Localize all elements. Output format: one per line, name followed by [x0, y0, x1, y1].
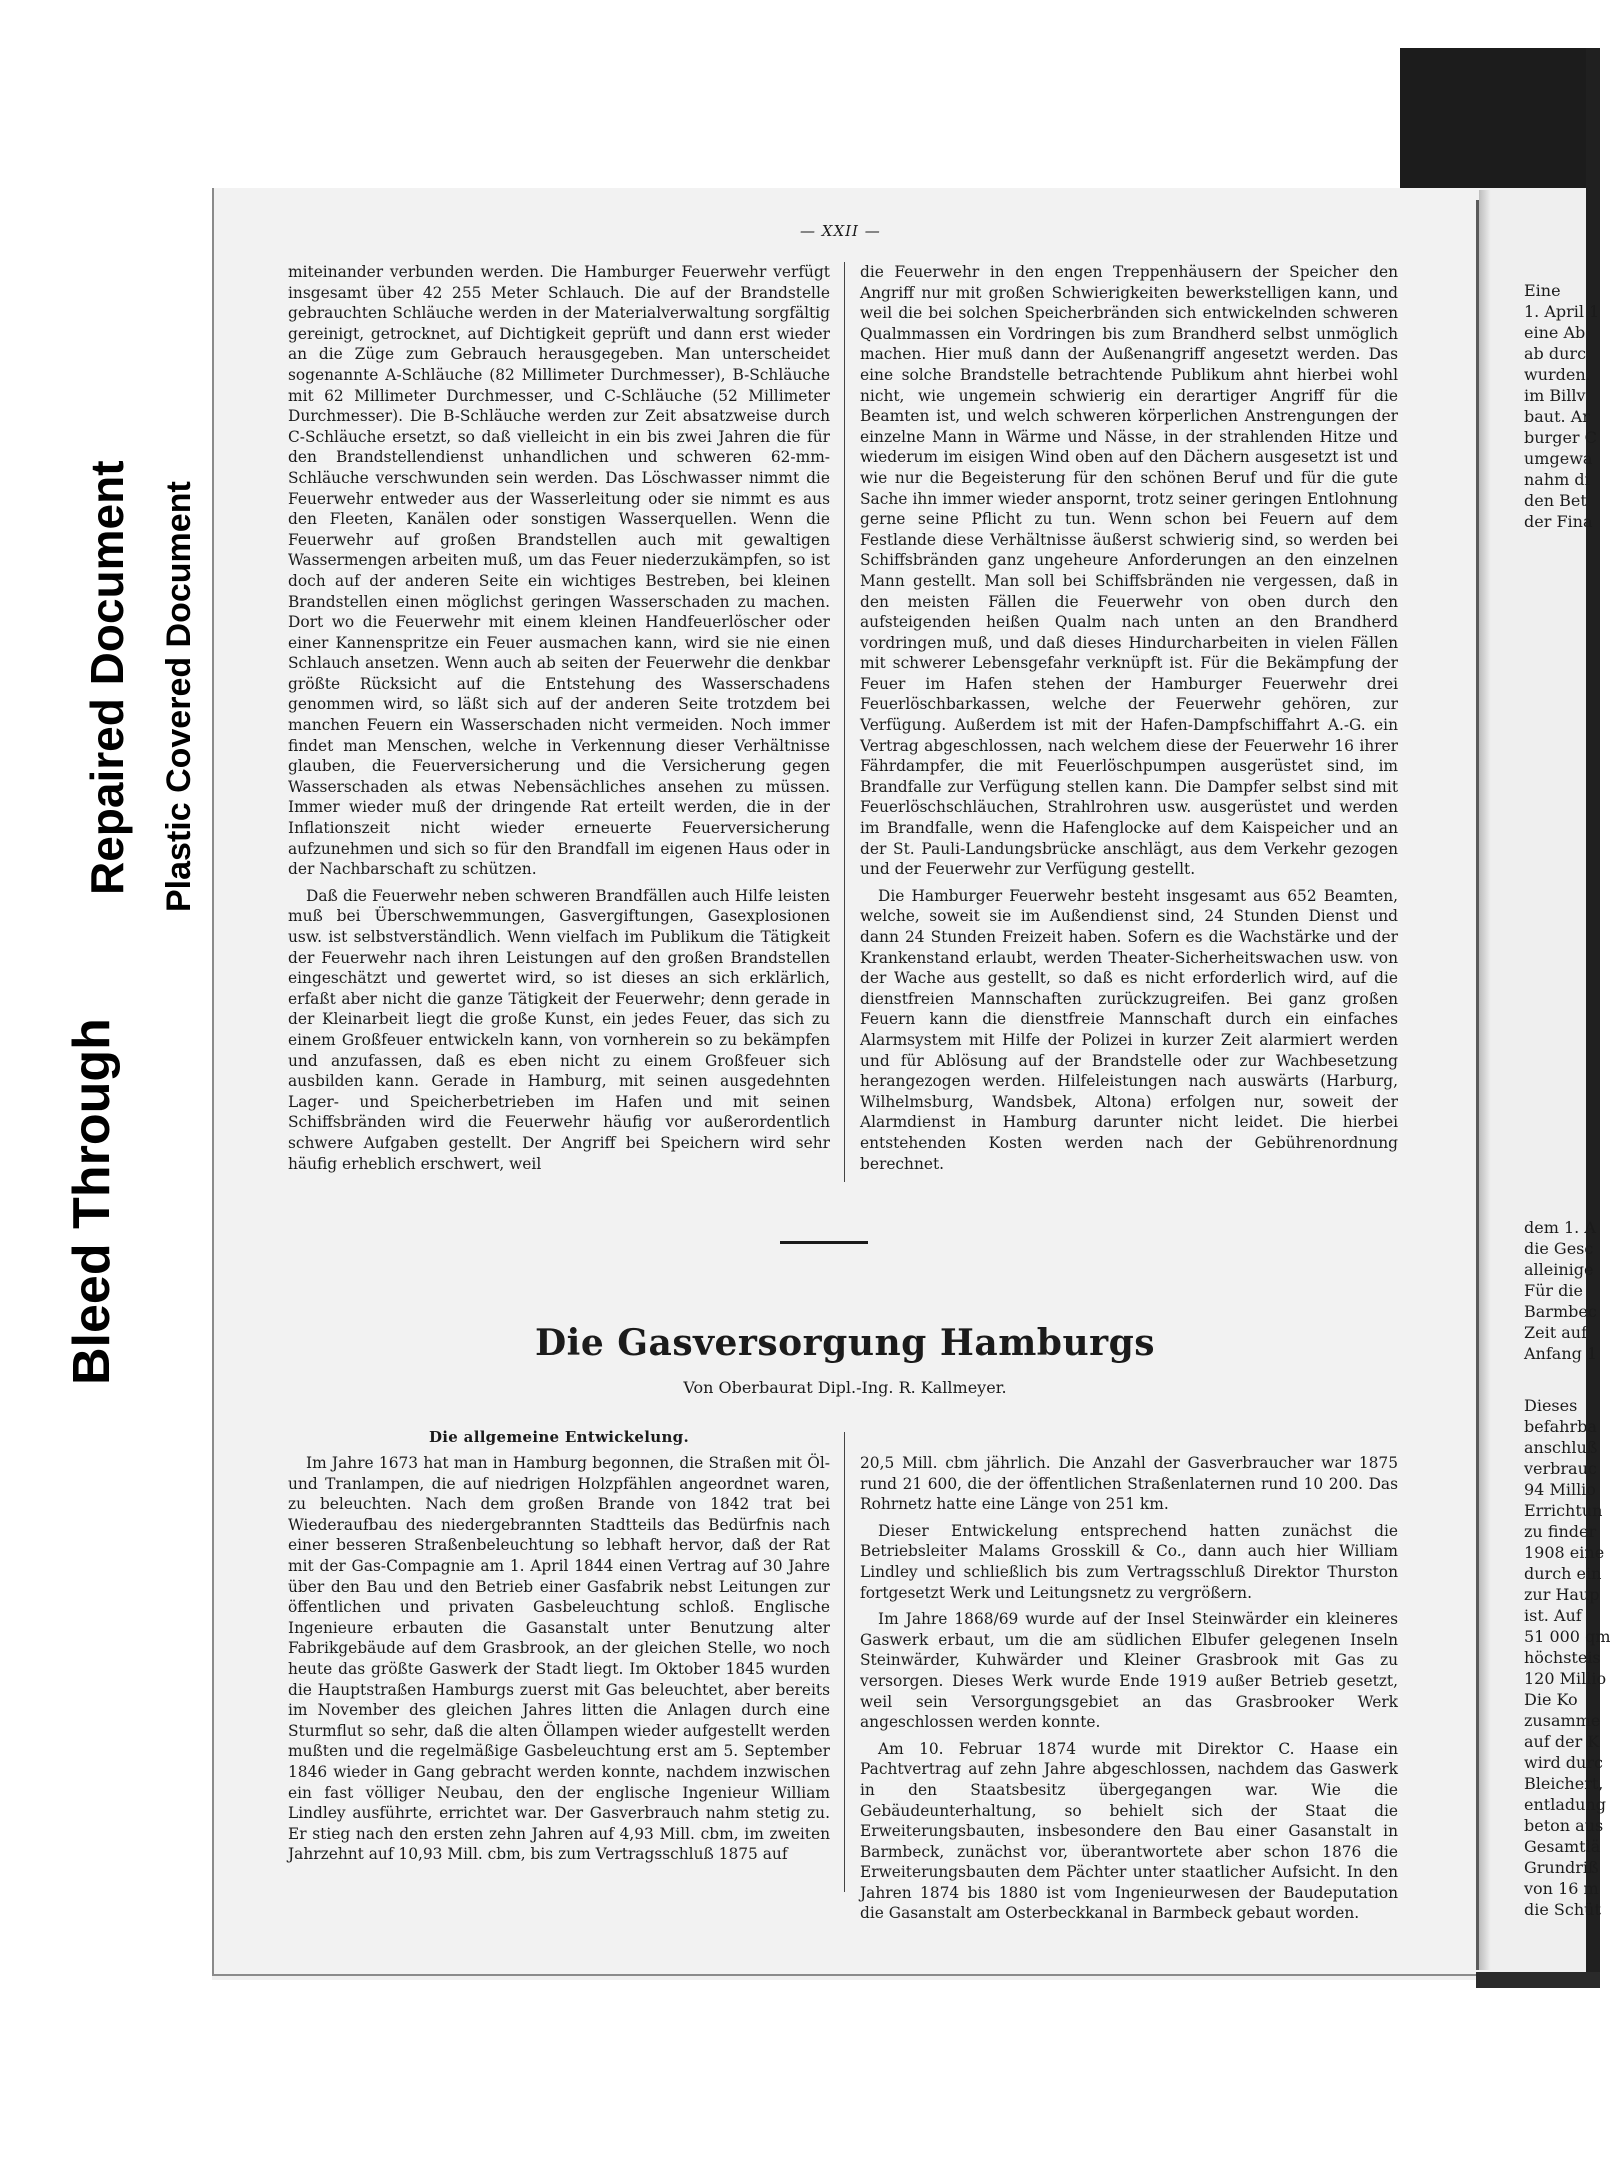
neighbor-text-line: die Schüt [1524, 1900, 1601, 1919]
article-separator [780, 1241, 868, 1244]
paragraph: Daß die Feuerwehr neben schweren Brandfällen auch Hilfe leisten muß bei Überschwemmungen, Gasvergiftungen, Gasexplosionen usw. ist selbstverständlich. Wenn vielfach im Publikum die Tätigkeit der Feuerwehr nach ihren Leistungen auf den großen Brandstellen eingeschätzt und gewertet wird, so ist dieses an sich erklärlich, erfaßt aber nicht die ganze Tätigkeit der Feuerwehr; denn gerade in der Kleinarbeit liegt die große Kunst, ein jedes Feuer, das sich zu einem Großfeuer entwickeln kann, von vornherein so zu bekämpfen und anzufassen, daß es eben nicht zu einem Großfeuer sich ausbilden kann. Gerade in Hamburg, mit seinen ausgedehnten Lager- und Speicherbetrieben im Hafen und mit seinen Schiffsbränden wird die Feuerwehr häufig vor außerordentlich schwere Aufgaben gestellt. Der Angriff bei Speichern wird sehr häufig erheblich erschwert, weil [288, 886, 830, 1173]
neighbor-text-line: Anfang 1 [1524, 1344, 1598, 1363]
neighbor-text-line: baut. Ar [1524, 407, 1590, 426]
neighbor-text-line: Zeit auf [1524, 1323, 1587, 1342]
neighbor-text-line: befahrba [1524, 1417, 1597, 1436]
neighbor-text-line: auf der K [1524, 1732, 1600, 1751]
neighbor-text-line: zu finder [1524, 1522, 1597, 1541]
article-title: Die Gasversorgung Hamburgs [534, 1322, 1156, 1364]
neighbor-text-line: entladung [1524, 1795, 1606, 1814]
neighbor-text-line: wurden. [1524, 365, 1591, 384]
article-byline: Von Oberbaurat Dipl.-Ing. R. Kallmeyer. [683, 1378, 1007, 1397]
neighbor-text-line: dem 1. A [1524, 1218, 1596, 1237]
neighbor-text-line: Gesamtlä [1524, 1837, 1601, 1856]
top-right-column [860, 262, 1398, 1174]
scan-border-top [1400, 48, 1600, 200]
paragraph: miteinander verbunden werden. Die Hamburger Feuerwehr verfügt insgesamt über 42 255 Meter Schlauch. Die auf der Brandstelle gebrauchten Schläuche werden in der Materialverwaltung sorgfältig gereinigt, getrocknet, auf Dichtigkeit geprüft und dann erst wieder an die Züge zum Gebrauch herausgegeben. Man unterscheidet sogenannte A-Schläuche (82 Millimeter Durchmesser), B-Schläuche mit 62 Millimeter Durchmesser, und C-Schläuche (52 Millimeter Durchmesser). Die B-Schläuche werden zur Zeit absatzweise durch C-Schläuche ersetzt, so daß vielleicht in ein bis zwei Jahren die für den Brandstellendienst unhandlichen und schweren 62-mm-Schläuche verschwunden sein werden. Das Löschwasser nimmt die Feuerwehr entweder aus der Wasserleitung oder sie nimmt es aus den Fleeten, Kanälen oder sonstigen Wasserquellen. Wenn die Feuerwehr auf großen Brandstellen auch mit gewaltigen Wassermengen arbeiten muß, um das Feuer niederzukämpfen, so ist doch auf der anderen Seite ein wichtiges Bestreben, bei kleinen Brandstellen einen möglichst geringen Wasserschaden zu machen. Dort wo die Feuerwehr mit einem kleinen Handfeuerlöscher oder einer Kannenspritze ein Feuer ausmachen kann, wird sie nie einen Schlauch ansetzen. Wenn auch ab seiten der Feuerwehr die denkbar größte Rücksicht auf die Entstehung des Wasserschadens genommen wird, so läßt sich auf der anderen Seite trotzdem bei manchen Feuern ein Wasserschaden nicht vermeiden. Noch immer findet man Menschen, welche in Verkennung dieser Verhältnisse glauben, die Feuerversicherung und die Versicherung gegen Wasserschaden als etwas Nebensächliches ansehen zu müssen. Immer wieder muß der dringende Rat erteilt werden, die in der Inflationszeit nicht wieder erneuerte Feuerversicherung aufzunehmen und sich so für den Brandfall im eigenen Haus oder in der Nachbarschaft zu schützen. [288, 263, 830, 879]
neighbor-text-line: den Bet [1524, 491, 1587, 510]
neighbor-text-line: zur Haup [1524, 1585, 1600, 1604]
neighbor-text-line: im Billv [1524, 386, 1586, 405]
neighbor-text-line: der Fina [1524, 512, 1593, 531]
neighbor-text-line: 51 000 qm [1524, 1627, 1610, 1646]
neighbor-text-line: Grundriß [1524, 1858, 1599, 1877]
paragraph: 20,5 Mill. cbm jährlich. Die Anzahl der Gasverbraucher war 1875 rund 21 600, die der öffentlichen Straßenlaternen rund 10 200. Das Rohrnetz hatte eine Länge von 251 km. [860, 1454, 1398, 1514]
neighbor-text-line: nahm di [1524, 470, 1590, 489]
scan-border-bottom [1476, 1972, 1600, 1988]
neighbor-page-fragment-1 [1524, 280, 1604, 532]
page-number: — XXII — [800, 222, 881, 240]
paragraph: Dieser Entwickelung entsprechend hatten zunächst die Betriebsleiter Malams Grosskill & Co., dann auch hier William Lindley und schließlich bis zum Vertragsschluß Direktor Thurston fortgesetzt Werk und Leitungsnetz zu vergrößern. [860, 1521, 1398, 1602]
neighbor-page-fragment-3 [1524, 1395, 1610, 1920]
neighbor-text-line: 120 Millio [1524, 1669, 1607, 1688]
neighbor-text-line: 1. April 1 [1524, 302, 1600, 321]
section-heading: Die allgemeine Entwickelung. [429, 1428, 689, 1446]
neighbor-text-line: Die Ko [1524, 1690, 1578, 1709]
paragraph: die Feuerwehr in den engen Treppenhäusern der Speicher den Angriff nur mit großen Schwierigkeiten bewerkstelligen kann, und weil die bei solchen Speicherbränden sich entwickelnden schweren Qualmmassen ein Vordringen bis zum Brandherd selbst unmöglich machen. Hier muß dann der Außenangriff angesetzt werden. Das eine solche Brandstelle betrachtende Publikum ahnt hierbei wohl nicht, wie ungemein schwierig ein derartiger Angriff für die Beamten ist, und welch schweren körperlichen Anstrengungen der einzelne Mann in Wärme und Nässe, in der strahlenden Hitze und wiederum im eisigen Wind oben auf den Dächern ausgesetzt ist und wie nur die Begeisterung für den schönen Beruf und für die gute Sache ihn immer wieder anspornt, trotz seiner geringen Entlohnung gerne seine Pflicht zu tun. Wenn schon bei Feuern auf dem Festlande diese Verhältnisse äußerst schwierig sind, so werden bei Schiffsbränden ganz ungeheure Anforderungen an den einzelnen Mann gestellt. Man soll bei Schiffsbränden nie vergessen, daß in den meisten Fällen die Feuerwehr von oben durch den aufsteigenden heißen Qualm nach unten an den Brandherd vordringen muß, und daß dieses Hindurcharbeiten in vielen Fällen mit schwerer Lebensgefahr verknüpft ist. Für die Bekämpfung der Feuer im Hafen stehen der Hamburger Feuerwehr drei Feuerlöschbarkassen, welche der Feuerwehr gehören, zur Verfügung. Außerdem ist mit der Hafen-Dampfschiffahrt A.-G. ein Vertrag abgeschlossen, nach welchem diese der Feuerwehr 16 ihrer Fährdampfer, die mit Feuerlöschpumpen ausgerüstet sind, im Brandfalle zur Verfügung stellen kann. Die Dampfer selbst sind mit Feuerlöschschläuchen, Strahlrohren usw. ausgerüstet und werden im Brandfalle, wenn die Hafenglocke auf dem Kaispeicher und an der St. Pauli-Landungsbrücke anschlägt, aus dem Verkehr gezogen und der Feuerwehr zur Verfügung gestellt. [860, 263, 1398, 879]
gutter-shadow [1479, 190, 1491, 1970]
bottom-left-column [288, 1453, 830, 1865]
neighbor-text-line: alleinige [1524, 1260, 1594, 1279]
bleed-through-stamp: Bleed Through [63, 1018, 121, 1385]
neighbor-text-line: anschluß [1524, 1438, 1598, 1457]
column-rule [844, 262, 845, 1182]
column-rule [844, 1432, 845, 1892]
paragraph: Am 10. Februar 1874 wurde mit Direktor C. Haase ein Pachtvertrag auf zehn Jahre abgeschlossen, nachdem das Gaswerk in den Staatsbesitz übergegangen war. Wie die Gebäudeunterhaltung, so behielt sich der Staat die Erweiterungsbauten, insbesondere den Bau einer Gasanstalt in Barmbeck, zunächst vor, überantwortete aber schon 1876 die Erweiterungsbauten dem Pächter unter staatlicher Aufsicht. In den Jahren 1874 bis 1880 ist vom Ingenieurwesen der Baudeputation die Gasanstalt am Osterbeckkanal in Barmbeck gebaut worden. [860, 1739, 1398, 1923]
repaired-document-stamp: Repaired Document [81, 460, 133, 895]
neighbor-text-line: ab durc [1524, 344, 1587, 363]
neighbor-text-line: Bleichert, [1524, 1774, 1604, 1793]
neighbor-page-fragment-2 [1524, 1217, 1604, 1364]
neighbor-text-line: höchsteis [1524, 1648, 1601, 1667]
neighbor-text-line: Dieses [1524, 1396, 1578, 1415]
neighbor-text-line: umgewa [1524, 449, 1593, 468]
neighbor-text-line: Eine [1524, 281, 1561, 300]
neighbor-text-line: beton aus [1524, 1816, 1604, 1835]
neighbor-text-line: durch ein [1524, 1564, 1602, 1583]
neighbor-text-line: von 16 m [1524, 1879, 1599, 1898]
neighbor-text-line: 1908 eine [1524, 1543, 1605, 1562]
neighbor-text-line: 94 Millio [1524, 1480, 1596, 1499]
neighbor-text-line: eine Ab [1524, 323, 1586, 342]
neighbor-text-line: Barmbec [1524, 1302, 1597, 1321]
neighbor-text-line: zusamme [1524, 1711, 1601, 1730]
neighbor-text-line: burger C [1524, 428, 1597, 447]
neighbor-text-line: die Gesc [1524, 1239, 1594, 1258]
neighbor-text-line: Für die [1524, 1281, 1583, 1300]
top-left-column [288, 262, 830, 1174]
paragraph: Die Hamburger Feuerwehr besteht insgesamt aus 652 Beamten, welche, soweit sie im Außendienst sind, 24 Stunden Dienst und dann 24 Stunden Freizeit haben. Sofern es die Wachstärke und der Krankenstand erlaubt, werden Theater-Sicherheitswachen usw. von der Wache aus gestellt, so daß es nicht erforderlich wird, auf die dienstfreien Mannschaften zurückzugreifen. Bei ganz großen Feuern kann die dienstfreie Mannschaft durch ein einfaches Alarmsystem mit Hilfe der Polizei in kurzer Zeit alarmiert werden und für Ablösung auf der Brandstelle oder zur Wachbesetzung herangezogen werden. Hilfeleistungen nach auswärts (Harburg, Wilhelmsburg, Wandsbek, Altona) erfolgen nur, soweit der Alarmdienst in Hamburg darunter nicht leidet. Die hierbei entstehenden Kosten werden nach der Gebührenordnung berechnet. [860, 886, 1398, 1173]
neighbor-text-line: verbrauc [1524, 1459, 1597, 1478]
plastic-covered-stamp: Plastic Covered Document [160, 481, 198, 912]
paragraph: Im Jahre 1868/69 wurde auf der Insel Steinwärder ein kleineres Gaswerk erbaut, um die am südlichen Elbufer gelegenen Inseln Steinwärder, Kuhwärder und Kleiner Grasbrook mit Gas zu versorgen. Dieses Werk wurde Ende 1919 außer Betrieb gesetzt, weil sein Versorgungsgebiet an das Grasbrooker Werk angeschlossen werden konnte. [860, 1610, 1398, 1732]
paragraph: Im Jahre 1673 hat man in Hamburg begonnen, die Straßen mit Öl- und Tranlampen, die auf niedrigen Holzpfählen angeordnet waren, zu beleuchten. Nach dem großen Brande von 1842 trat bei Wiederaufbau des niedergebrannten Stadtteils das Bedürfnis nach einer besseren Straßenbeleuchtung so lebhaft hervor, daß der Rat mit der Gas-Compagnie am 1. April 1844 einen Vertrag auf 30 Jahre über den Bau und den Betrieb einer Gasfabrik nebst Leitungen zur öffentlichen und privaten Gasbeleuchtung schloß. Englische Ingenieure erbauten die Gasanstalt unter Benutzung alter Fabrikgebäude auf dem Grasbrook, an der gleichen Stelle, wo noch heute das größte Gaswerk der Stadt liegt. Im Oktober 1845 wurden die Hauptstraßen Hamburgs zuerst mit Gas beleuchtet, aber bereits im November des gleichen Jahres litten die Anlagen durch eine Sturmflut so sehr, daß die alten Öllampen wieder aufgestellt werden mußten und die regelmäßige Gasbeleuchtung erst am 5. September 1846 wieder in Gang gebracht werden konnte, nachdem inzwischen ein fast völliger Neubau, den der englische Ingenieur William Lindley ausführte, errichtet war. Der Gasverbrauch nahm stetig zu. Er stieg nach den ersten zehn Jahren auf 4,93 Mill. cbm, im zweiten Jahrzehnt auf 10,93 Mill. cbm, bis zum Vertragsschluß 1875 auf [288, 1454, 830, 1864]
neighbor-text-line: ist. Auf [1524, 1606, 1582, 1625]
bottom-right-column [860, 1453, 1398, 1924]
neighbor-text-line: wird durc [1524, 1753, 1603, 1772]
neighbor-text-line: Errichtun [1524, 1501, 1603, 1520]
